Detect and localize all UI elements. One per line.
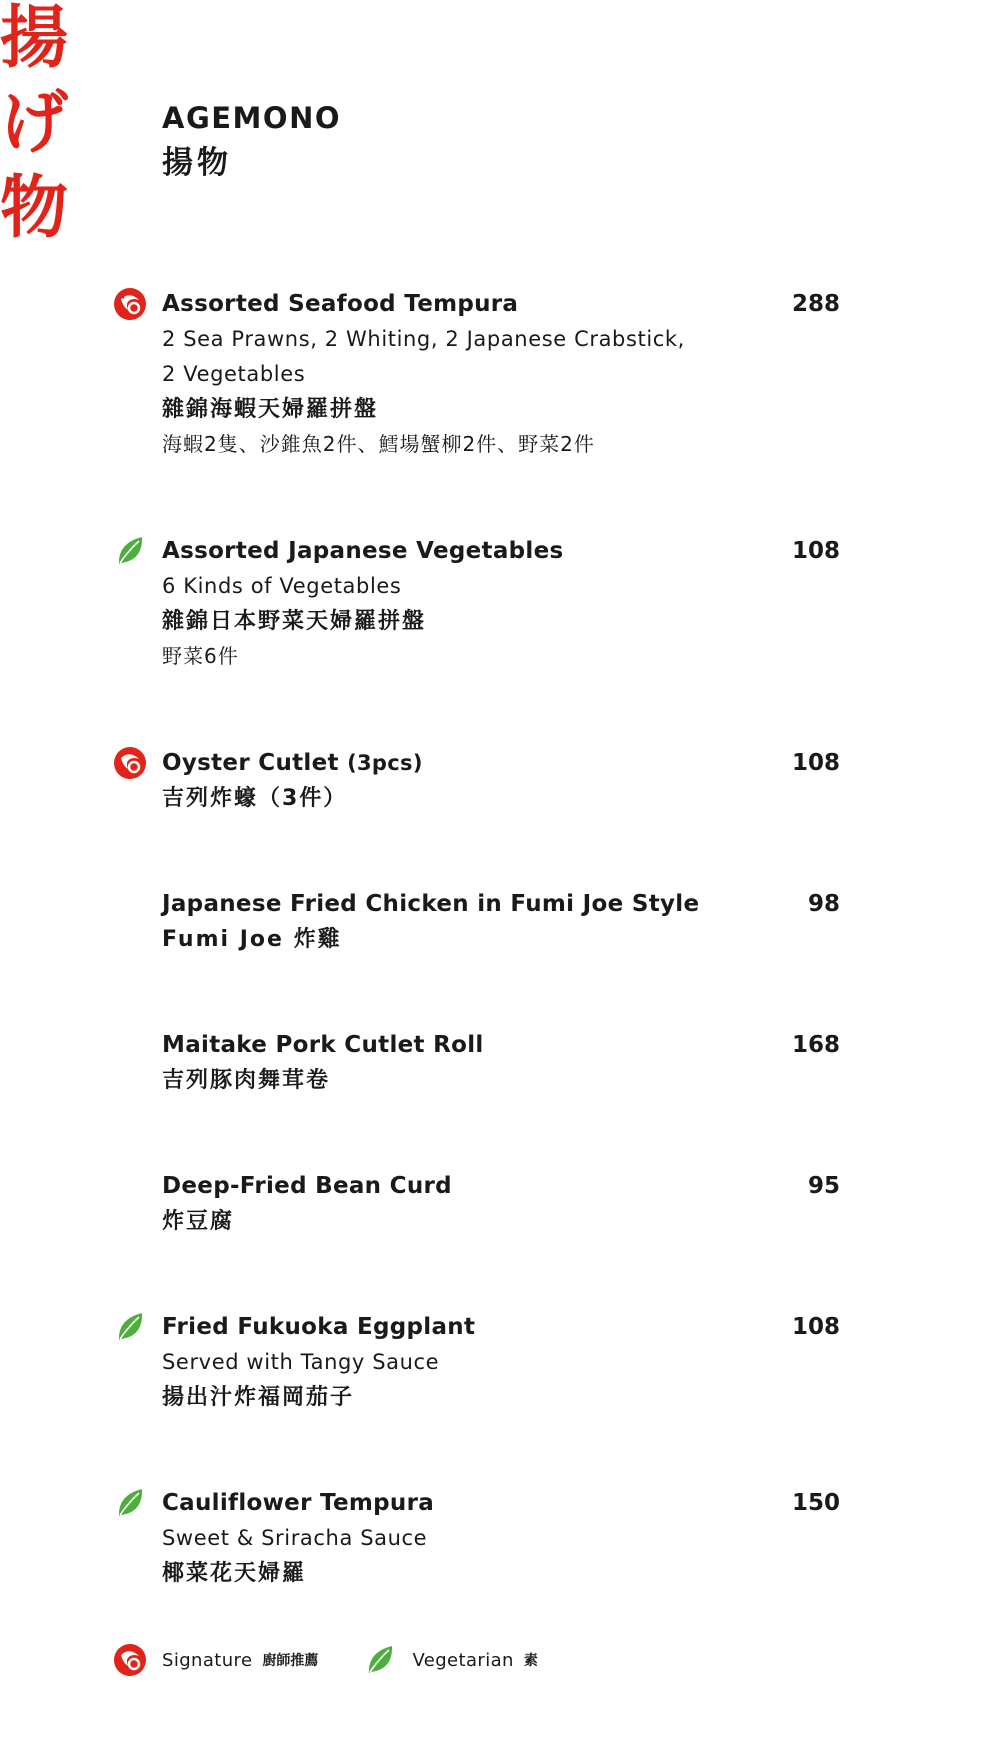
item-name: [162, 745, 732, 781]
legend: [112, 1640, 582, 1680]
item-name: Assorted Japanese Vegetables: [162, 538, 564, 564]
item-name-zh: 吉列炸蠔（3件）: [162, 786, 348, 811]
item-name-zh: 吉列豚肉舞茸卷: [162, 1068, 331, 1093]
item-price: 98: [807, 891, 840, 917]
item-price: 288: [791, 291, 840, 317]
side-title-char: 揚: [0, 0, 67, 78]
menu-item: [110, 886, 840, 957]
legend-signature-zh: 廚師推薦: [262, 1653, 319, 1669]
section-title-zh: 揚物: [162, 145, 232, 181]
legend-signature-label: Signature: [162, 1649, 253, 1671]
item-name: Assorted Seafood Tempura: [162, 291, 519, 317]
item-description: 2 Sea Prawns, 2 Whiting, 2 Japanese Crabstick,: [162, 327, 685, 351]
item-price: 108: [791, 538, 840, 564]
menu-item: [110, 1027, 840, 1098]
menu-item: [110, 1309, 840, 1415]
item-price: 108: [791, 750, 840, 776]
item-name-zh: 揚出汁炸福岡茄子: [162, 1385, 355, 1410]
side-title-char: 物: [0, 169, 67, 248]
shrimp-icon: [112, 1642, 148, 1678]
item-description: 6 Kinds of Vegetables: [162, 574, 402, 598]
item-name: Deep-Fried Bean Curd: [162, 1173, 452, 1199]
shrimp-icon: [112, 286, 148, 322]
item-name-text: Oyster Cutlet: [162, 750, 339, 776]
legend-signature: [112, 1642, 318, 1678]
item-description-zh: 海蝦2隻、沙錐魚2件、鱈場蟹柳2件、野菜2件: [162, 432, 595, 456]
item-description: 2 Vegetables: [162, 362, 306, 386]
menu-item: [110, 533, 840, 674]
leaf-icon: [362, 1642, 398, 1678]
item-name: Japanese Fried Chicken in Fumi Joe Style: [162, 891, 700, 917]
menu-item: [110, 1168, 840, 1239]
item-name: Fried Fukuoka Eggplant: [162, 1314, 476, 1340]
item-name: Maitake Pork Cutlet Roll: [162, 1032, 484, 1058]
menu-item: [110, 286, 840, 462]
item-price: 150: [791, 1490, 840, 1516]
item-price: 108: [791, 1314, 840, 1340]
item-price: 95: [807, 1173, 840, 1199]
legend-vegetarian-zh: 素: [523, 1653, 538, 1669]
leaf-icon: [112, 1485, 148, 1521]
legend-vegetarian: [362, 1642, 537, 1678]
item-name-zh: 雜錦海蝦天婦羅拼盤: [162, 397, 379, 422]
menu-item: [110, 1485, 840, 1591]
item-price: 168: [791, 1032, 840, 1058]
item-name-zh: 椰菜花天婦羅: [162, 1561, 307, 1586]
item-description-zh: 野菜6件: [162, 644, 239, 668]
side-title-char: げ: [0, 84, 67, 163]
item-quantity: (3pcs): [347, 751, 423, 775]
item-name: Cauliflower Tempura: [162, 1490, 435, 1516]
menu-item: [110, 745, 840, 816]
item-name-zh: Fumi Joe 炸雞: [162, 927, 342, 952]
shrimp-icon: [112, 745, 148, 781]
item-description: Sweet & Sriracha Sauce: [162, 1526, 428, 1550]
section-title-en: AGEMONO: [162, 101, 341, 135]
item-name-zh: 炸豆腐: [162, 1209, 235, 1234]
item-description: Served with Tangy Sauce: [162, 1350, 440, 1374]
leaf-icon: [112, 533, 148, 569]
legend-vegetarian-label: Vegetarian: [412, 1649, 514, 1671]
side-title: [0, 0, 70, 255]
leaf-icon: [112, 1309, 148, 1345]
section-header: [162, 100, 341, 184]
item-name-zh: 雜錦日本野菜天婦羅拼盤: [162, 609, 427, 634]
